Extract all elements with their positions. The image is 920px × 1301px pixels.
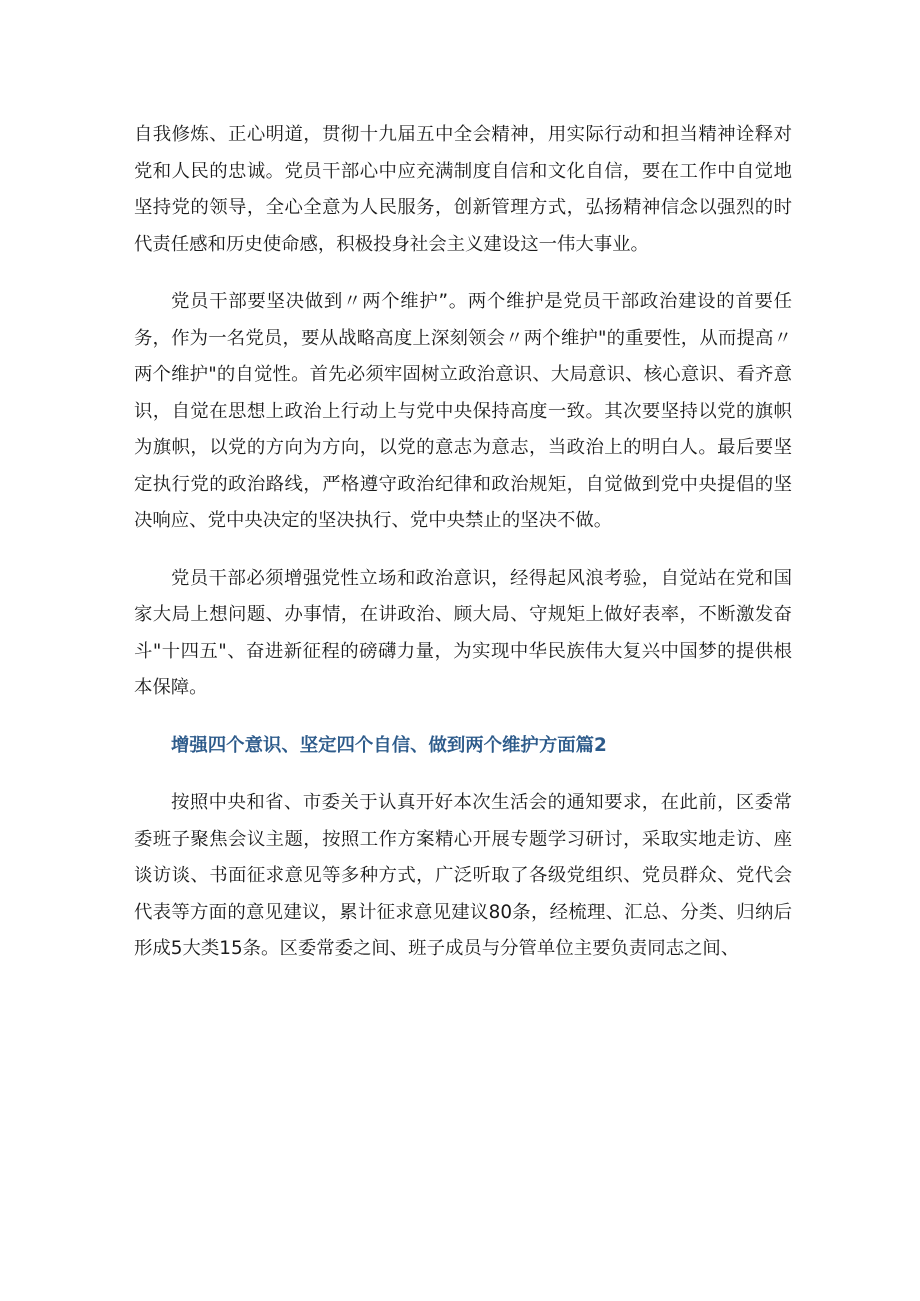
paragraph-two-maintenances: 党员干部要坚决做到〃两个维护”。两个维护是党员干部政治建设的首要任务，作为一名党员，要从战略高度上深刻领会〃两个维护"的重要性，从而提高〃两个维护"的自觉性。首先必须牢固树立政治意识、大局意识、核心意识、看齐意识，自觉在思想上政治上行动上与党中央保持高度一致。其次要坚持以党的旗帜为旗帜，以党的方向为方向，以党的意志为意志，当政治上的明白人。最后要坚定执行党的政治路线，严格遵守政治纪律和政治规矩，自觉做到党中央提倡的坚决响应、党中央决定的坚决执行、党中央禁止的坚决不做。	[134, 291, 792, 531]
paragraph-meeting-report: 按照中央和省、市委关于认真开好本次生活会的通知要求，在此前，区委常委班子聚焦会议主题，按照工作方案精心开展专题学习研讨，采取实地走访、座谈访谈、书面征求意见等多种方式，广泛听取了各级党组织、党员群众、党代会代表等方面的意见建议，累计征求意见建议80条，经梳理、汇总、分类、归纳后形成5大类15条。区委常委之间、班子成员与分管单位主要负责同志之间、	[134, 792, 792, 959]
paragraph-party-spirit: 党员干部必须增强党性立场和政治意识，经得起风浪考验，自觉站在党和国家大局上想问题、办事情，在讲政治、顾大局、守规矩上做好表率，不断激发奋斗"十四五"、奋进新征程的磅礴力量，为实现中华民族伟大复兴中国梦的提供根本保障。	[134, 567, 792, 698]
paragraph-continuation: 自我修炼、正心明道，贯彻十九届五中全会精神，用实际行动和担当精神诠释对党和人民的忠诚。党员干部心中应充满制度自信和文化自信，要在工作中自觉地坚持党的领导，全心全意为人民服务，创新管理方式，弘扬精神信念以强烈的时代责任感和历史使命感，积极投身社会主义建设这一伟大事业。	[134, 124, 792, 255]
section-heading: 增强四个意识、坚定四个自信、做到两个维护方面篇2	[171, 734, 607, 756]
